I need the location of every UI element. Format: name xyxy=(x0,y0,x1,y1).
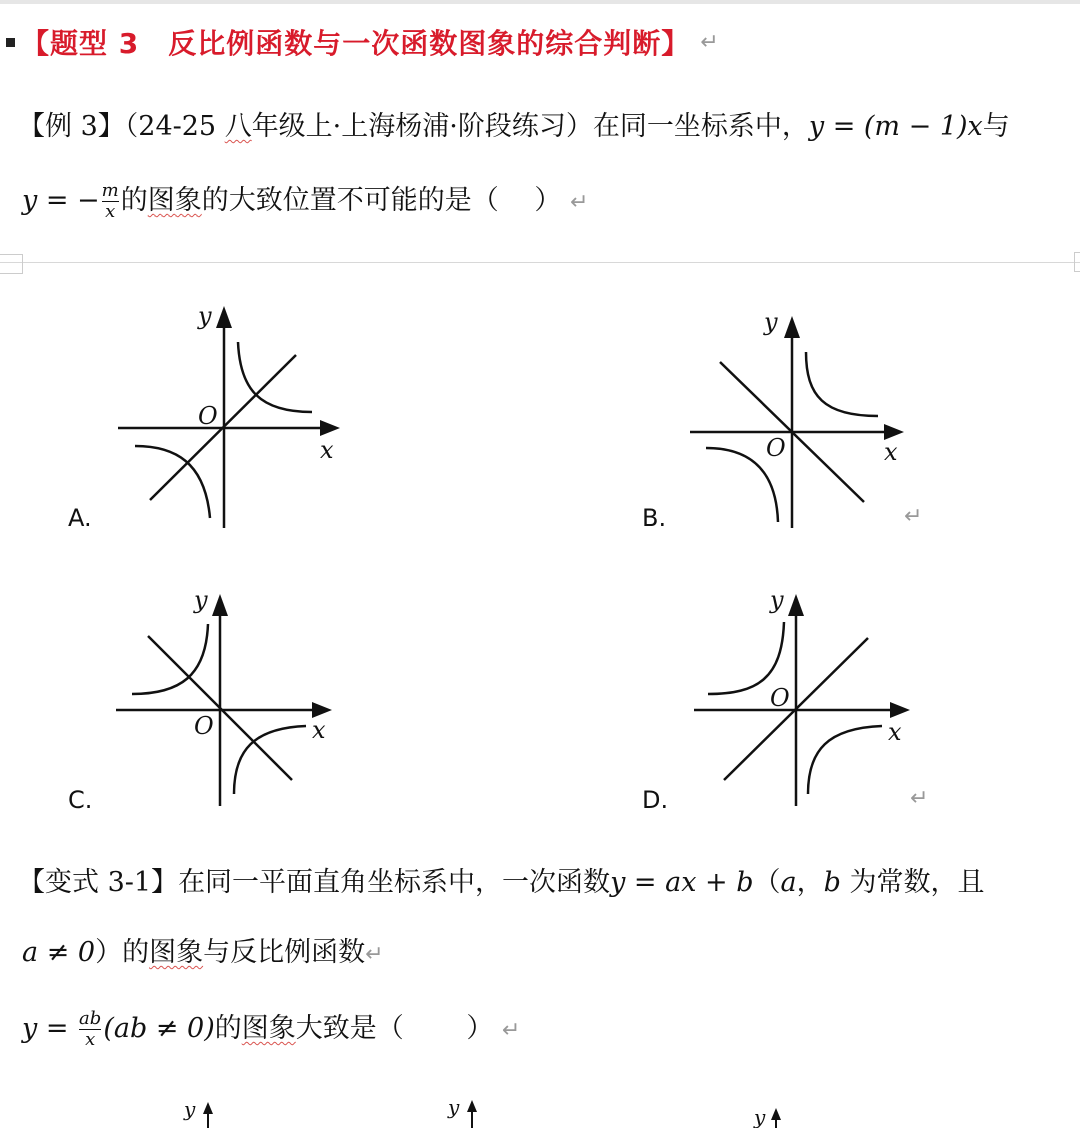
section-divider xyxy=(0,262,1080,263)
variant31-line3-squiggle: 图象 xyxy=(241,1013,296,1044)
frac-denominator: x xyxy=(85,1029,96,1051)
y-axis-label: y xyxy=(764,308,778,336)
graph-c xyxy=(110,582,350,822)
hyperbola-branch xyxy=(806,352,878,416)
frac-denominator: x xyxy=(105,201,116,223)
y-axis-arrow-icon xyxy=(788,594,804,616)
paragraph-mark-icon: ↵ xyxy=(365,942,384,967)
example3-linear-expr: y = (m − 1)x xyxy=(808,111,983,142)
variant31-b: b xyxy=(823,867,841,898)
section-heading xyxy=(6,22,720,62)
origin-label: O xyxy=(194,712,214,740)
y-axis-label: y xyxy=(198,302,212,330)
paragraph-mark-icon: ↵ xyxy=(501,1018,521,1043)
frac-numerator: m xyxy=(101,179,119,201)
variant31-fraction xyxy=(79,1009,101,1051)
example3-rest-post: 的大致位置不可能的是（ ） xyxy=(201,185,562,216)
graph-d xyxy=(688,582,928,822)
x-axis-arrow-icon xyxy=(890,702,910,718)
variant31-y-eq: y = xyxy=(22,1013,78,1044)
x-axis-arrow-icon xyxy=(320,420,340,436)
partial-graph-3 xyxy=(750,1104,790,1128)
variant31-line3-post: 大致是（ ） xyxy=(295,1013,494,1044)
variant31-line2 xyxy=(22,930,384,969)
variant31-line2-pre: ）的 xyxy=(95,937,150,968)
x-axis-label: x xyxy=(320,436,334,464)
paragraph-mark-icon: ↵ xyxy=(904,504,923,529)
page-top-border xyxy=(0,0,1080,4)
partial-graph-1 xyxy=(180,1096,220,1128)
y-axis-arrow-icon xyxy=(212,594,228,616)
y-axis-arrow-icon xyxy=(784,316,800,338)
x-axis-label: x xyxy=(312,716,326,744)
y-axis-label: y xyxy=(194,586,208,614)
partial-graph-2 xyxy=(444,1094,484,1128)
example3-source-squiggle: 八 xyxy=(224,111,252,142)
origin-label: O xyxy=(770,684,790,712)
margin-marker xyxy=(0,254,23,274)
hyperbola-branch xyxy=(234,726,306,794)
y-axis-arrow-icon xyxy=(203,1102,213,1114)
option-b-label: B. xyxy=(642,504,667,532)
variant31-text1: 在同一平面直角坐标系中，一次函数 xyxy=(178,867,611,898)
variant31-tag: 【变式 3-1】 xyxy=(18,867,179,898)
variant31-a: a xyxy=(780,867,797,898)
graph-a xyxy=(110,300,350,540)
origin-label: O xyxy=(766,434,786,462)
x-axis-label: x xyxy=(884,438,898,466)
paragraph-mark-icon: ↵ xyxy=(569,190,589,215)
option-d-label: D. xyxy=(642,786,669,814)
example3-fraction xyxy=(102,181,119,223)
paragraph-mark-icon: ↵ xyxy=(910,786,929,811)
variant31-text2: （ xyxy=(753,867,781,898)
x-axis-label: x xyxy=(888,718,902,746)
variant31-line3 xyxy=(22,1006,520,1050)
y-axis-label: y xyxy=(184,1097,196,1121)
variant31-line3-pre: 的 xyxy=(214,1013,242,1044)
y-axis-arrow-icon xyxy=(216,306,232,328)
origin-label: O xyxy=(198,402,218,430)
example3-y-eq: y = − xyxy=(22,185,100,216)
example3-source-post: 年级上·上海杨浦·阶段练习）在同一坐标系中， xyxy=(251,111,809,142)
y-axis-label: y xyxy=(448,1095,460,1119)
variant31-line2-post: 与反比例函数 xyxy=(203,937,366,968)
variant31-comma: ， xyxy=(796,867,824,898)
graph-b xyxy=(684,306,924,546)
example3-line2 xyxy=(22,178,588,222)
example3-line1 xyxy=(18,104,1010,143)
example3-source-pre: （24-25 xyxy=(124,111,225,142)
heading-text: 【题型 3 反比例函数与一次函数图象的综合判断】 xyxy=(21,27,691,60)
paragraph-mark-icon: ↵ xyxy=(700,29,720,55)
option-c-label: C. xyxy=(68,786,93,814)
y-axis-arrow-icon xyxy=(771,1108,781,1120)
option-a-label: A. xyxy=(68,504,92,532)
bullet-icon xyxy=(6,38,15,47)
variant31-line2-squiggle: 图象 xyxy=(149,937,204,968)
variant31-condition: a ≠ 0 xyxy=(22,937,96,968)
y-axis-label: y xyxy=(754,1105,766,1128)
variant31-expr1: y = ax + b xyxy=(610,867,754,898)
y-axis-arrow-icon xyxy=(467,1100,477,1112)
variant31-line1 xyxy=(18,860,985,899)
example3-connector: 与 xyxy=(982,111,1010,142)
example3-tag: 【例 3】 xyxy=(18,111,125,142)
variant31-text3: 为常数，且 xyxy=(840,867,985,898)
hyperbola-branch xyxy=(808,726,882,794)
margin-marker xyxy=(1074,252,1080,272)
hyperbola-branch xyxy=(135,446,210,518)
frac-numerator: ab xyxy=(79,1007,102,1029)
example3-rest-squiggle: 图象 xyxy=(147,185,202,216)
variant31-line3-math: (ab ≠ 0) xyxy=(103,1013,215,1044)
example3-rest-pre: 的 xyxy=(120,185,148,216)
y-axis-label: y xyxy=(770,586,784,614)
